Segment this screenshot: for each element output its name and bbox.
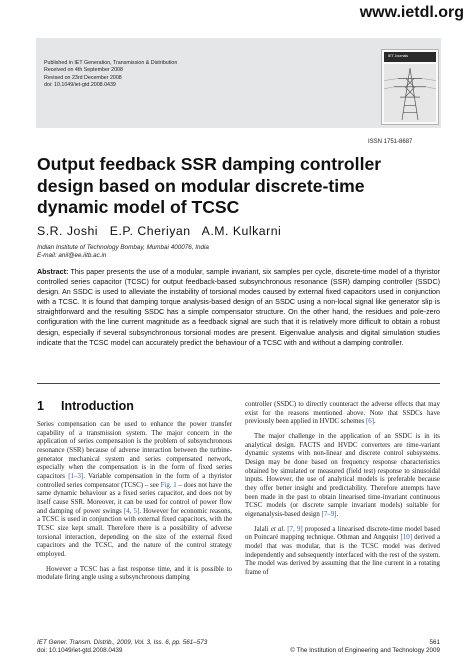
pubinfo-revised: Revised on 23rd December 2008 — [44, 74, 122, 81]
text-run: Series compensation can be used to enhance the power transfer capability of a transmission system. The major concern in the application of series compensation is the problem of subsynchronous resonance (SSR) because of adverse interaction between the turbine-generator mechanical system and series compensated network, especially when the compensation is in the form of fixed series capacitors — [37, 421, 232, 480]
text-run: controller (SSDC) to directly counteract the adverse effects that may exist for the reasons mentioned above. Note that SSDCs have previously been applied in HVDC schemes — [245, 401, 440, 426]
affiliation: Indian Institute of Technology Bombay, Mumbai 400076, India — [37, 244, 209, 251]
issn-number: ISSN 1751-8687 — [368, 139, 413, 145]
text-run: The major challenge in the application of an SSDC is in its analytical design. FACTS and HVDC converters are time-variant dynamic systems with non-linear and discrete control subsystems. Design may be done based on frequency response characteristics obtained by simulated or measured (field test) response to sinusoidal inputs. However, the use of analytical models is preferable because they offer better insight and predictability. Therefore attempts have been made in the past to obtain linearised time-invariant continuous TCSC models (or discrete sample invariant models) suitable for eigenanalysis-based design — [245, 432, 440, 518]
page-number: 561 — [429, 639, 440, 646]
text-run: proposed a linearised discrete-time model based on Poincaré mapping technique. Othman and Angquist — [245, 525, 440, 542]
journal-citation: IET Gener. Transm. Distrib., 2009, Vol. 3, Iss. 6, pp. 561–573 — [37, 639, 208, 646]
text-run: – does not have the same dynamic behaviour as a fixed series capacitor, and does not by itself cause SSR. Moreover, it can be used for control of power flow and damping of power swings — [37, 481, 232, 515]
journal-cover-label: IET Journals — [388, 54, 409, 58]
abstract-text: This paper presents the use of a modular, sample invariant, six samples per cycle, discrete-time model of a thyristor controlled series capacitor (TCSC) for output feedback-based subsynchronous resonance (SSR) damping controller (SSDC) design. An SSDC is used to alleviate the instability of torsional modes caused by external fixed capacitors used in conjunction with a TCSC. It is found that damping torque analysis-based design of an SSDC using a non-local signal like generator slip is straightforward and the resulting SSDC has a simple compensator structure. On the other hand, the residues and pole-zero configuration with the line current magnitude as a feedback signal are such that it is relatively more difficult to obtain a robust design, especially if several subsynchronous torsional modes are present. Eigenvalue analysis and digital simulation studies indicate that the TCSC model can accurately predict the behaviour of a TCSC with and without a damping controller. — [37, 268, 441, 347]
abstract-label: Abstract: — [37, 268, 69, 276]
paragraph: However a TCSC has a fast response time, and it is possible to modulate firing angle using a subsynchronous damping — [37, 565, 232, 582]
citation-link[interactable]: [7, 9] — [287, 525, 303, 533]
paper-title: Output feedback SSR damping controller design based on modular discrete-time dynamic model of TCSC — [37, 154, 382, 217]
text-run: . — [374, 418, 376, 426]
contact-email[interactable]: E-mail: anil@ee.iitb.ac.in — [37, 252, 107, 260]
pubinfo-doi: doi: 10.1049/iet-gtd.2008.0439 — [44, 82, 116, 89]
text-run: et al. — [270, 525, 286, 533]
footer-citation — [37, 639, 207, 656]
abstract — [37, 267, 440, 348]
text-run: . Variable compensation in the form of a thyristor controlled series compensator (TCSC) – see — [37, 472, 232, 489]
journal-cover-photo — [384, 64, 436, 122]
paragraph — [245, 526, 440, 578]
paragraph — [245, 401, 440, 427]
citation-link[interactable]: [7–9] — [321, 510, 337, 518]
footer-doi[interactable]: doi: 10.1049/iet-gtd.2008.0439 — [37, 647, 123, 655]
journal-cover-header — [384, 52, 436, 62]
publication-info — [44, 60, 177, 90]
pylon-icon — [384, 64, 436, 122]
paragraph — [245, 433, 440, 520]
affiliation-block — [37, 244, 209, 261]
text-run: . — [336, 510, 339, 518]
section-divider — [37, 383, 440, 384]
author-list: S.R. Joshi E.P. Cheriyan A.M. Kulkarni — [37, 224, 282, 238]
section-title: Introduction — [61, 399, 134, 413]
citation-link[interactable]: [4, 5] — [123, 507, 140, 515]
section-number: 1 — [37, 399, 44, 413]
left-column — [37, 421, 232, 589]
citation-link[interactable]: [1–3] — [68, 472, 84, 480]
citation-link[interactable]: [10] — [400, 534, 413, 542]
text-run: . However for economic reasons, a TCSC is used in conjunction with external fixed capacitors, with the TCSC size kept small. Therefore there is a possibility of adverse torsional interaction, depending on the size of the external fixed capacitors and the TCSC, and the nature of the control strategy employed. — [37, 507, 233, 558]
journal-cover-image — [381, 49, 439, 125]
right-column — [245, 401, 440, 583]
text-run: Jalali — [254, 525, 271, 533]
journal-url[interactable]: www.ietdl.org — [359, 4, 464, 21]
copyright: © The Institution of Engineering and Technology 2009 — [290, 647, 440, 655]
citation-link[interactable]: [6] — [365, 418, 374, 426]
text-run: derived a model that was modular, that is the TCSC model was derived independently and subsequently interfaced with the rest of the system. The model was derived by assuming that the line current in a rotating frame of — [245, 534, 441, 576]
pubinfo-journal: Published in IET Generation, Transmission & Distribution — [44, 60, 178, 66]
figure-link[interactable]: Fig. 1 — [160, 481, 177, 489]
paragraph — [37, 421, 232, 560]
footer-right — [290, 639, 440, 656]
pubinfo-received: Received on 4th September 2008 — [44, 67, 123, 74]
